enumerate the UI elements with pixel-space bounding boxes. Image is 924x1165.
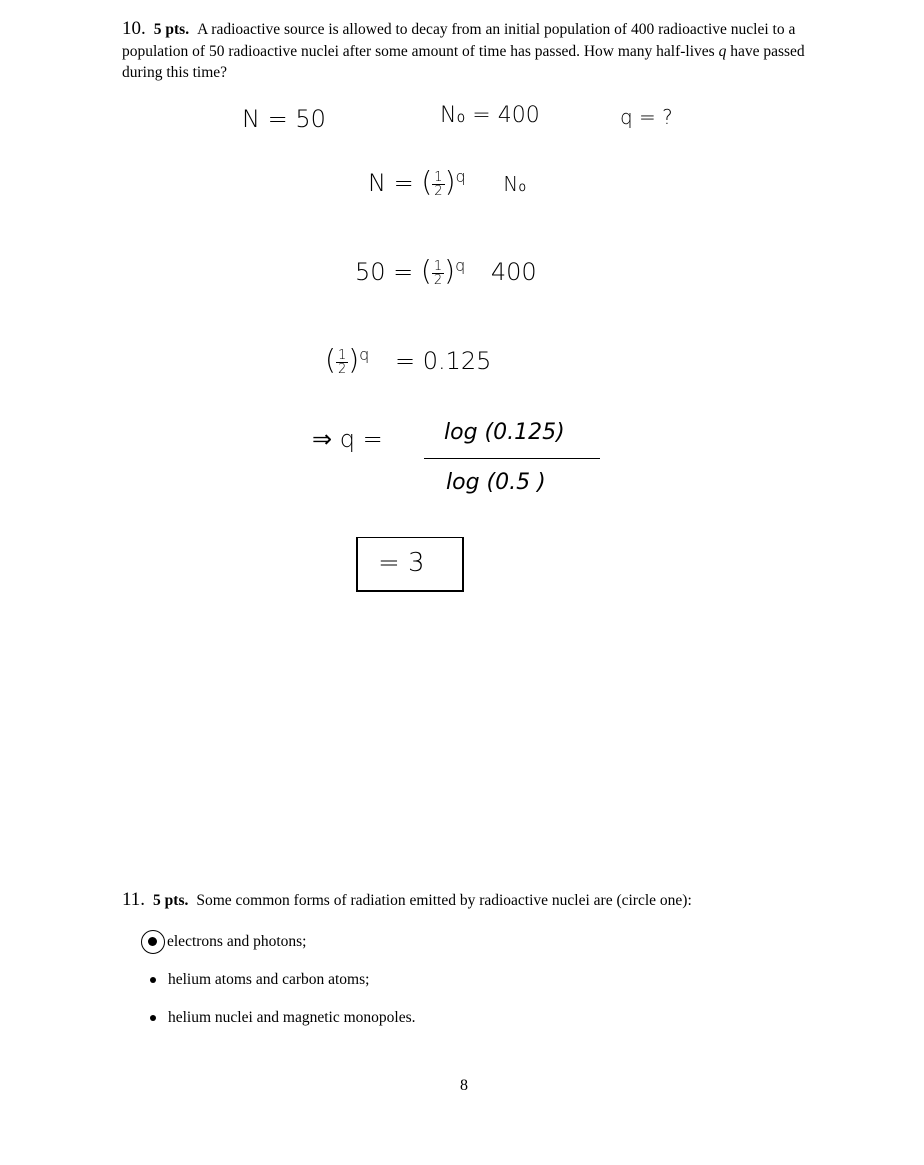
equation-3: ( $\frac{1}{2}$ )$^q$ = 0.125 <box>325 343 492 377</box>
equation-4-denominator: log (0.5 ) <box>446 470 546 495</box>
question-points: 5 pts. <box>153 892 189 909</box>
eq1-left: N = <box>368 169 414 197</box>
question-text: Some common forms of radiation emitted by radioactive nuclei are (circle one): <box>196 892 692 909</box>
equation-4-numerator: log (0.125) <box>444 420 565 445</box>
eq1-right: N₀ <box>503 172 527 196</box>
given-q: q = ? <box>620 105 673 129</box>
question-text: A radioactive source is allowed to decay from an initial population of 400 radioactive nuclei to a population of 50 radioactive nuclei after some amount of time has passed. How many half-lives <box>122 21 796 60</box>
question-11 <box>122 889 842 912</box>
answer-value: = 3 <box>378 548 425 578</box>
question-points: 5 pts. <box>153 21 190 38</box>
half-fraction: $\frac{1}{2}$ <box>433 258 443 288</box>
equation-4-left: ⇒ q = <box>312 425 383 453</box>
question-text-end: have passed during this time? <box>122 42 805 81</box>
equation-2: 50 = ( $\frac{1}{2}$ )$^q$ 400 <box>355 254 537 288</box>
choice-2[interactable] <box>150 971 369 989</box>
selected-bullet <box>148 937 157 946</box>
bullet-icon <box>150 1015 156 1021</box>
question-10 <box>122 18 812 84</box>
choice-3-label: helium nuclei and magnetic monopoles. <box>168 1009 416 1026</box>
page-number: 8 <box>460 1077 468 1094</box>
question-number: 11. <box>122 889 146 910</box>
variable-q: q <box>718 42 727 60</box>
eq2-left: 50 = <box>355 258 414 286</box>
selected-choice-circle <box>141 930 165 954</box>
choice-2-label: helium atoms and carbon atoms; <box>168 971 370 988</box>
half-fraction: $\frac{1}{2}$ <box>337 347 347 377</box>
exponent-q: q <box>359 345 370 364</box>
exponent-q: q <box>455 167 466 186</box>
exponent-q: q <box>455 256 466 275</box>
fraction-line <box>424 458 600 459</box>
bullet-icon <box>150 977 156 983</box>
given-n0: N₀ = 400 <box>440 103 540 128</box>
answer-box <box>356 537 464 592</box>
question-number: 10. <box>122 18 146 39</box>
equation-1: N = ( $\frac{1}{2}$ )$^q$ N₀ <box>368 165 527 199</box>
given-n: N = 50 <box>242 105 326 133</box>
choice-1[interactable]: electrons and photons; <box>167 933 307 950</box>
choice-3[interactable] <box>150 1009 416 1027</box>
eq2-right: 400 <box>490 258 537 286</box>
eq3-right: = 0.125 <box>394 347 492 375</box>
half-fraction: $\frac{1}{2}$ <box>434 169 443 199</box>
